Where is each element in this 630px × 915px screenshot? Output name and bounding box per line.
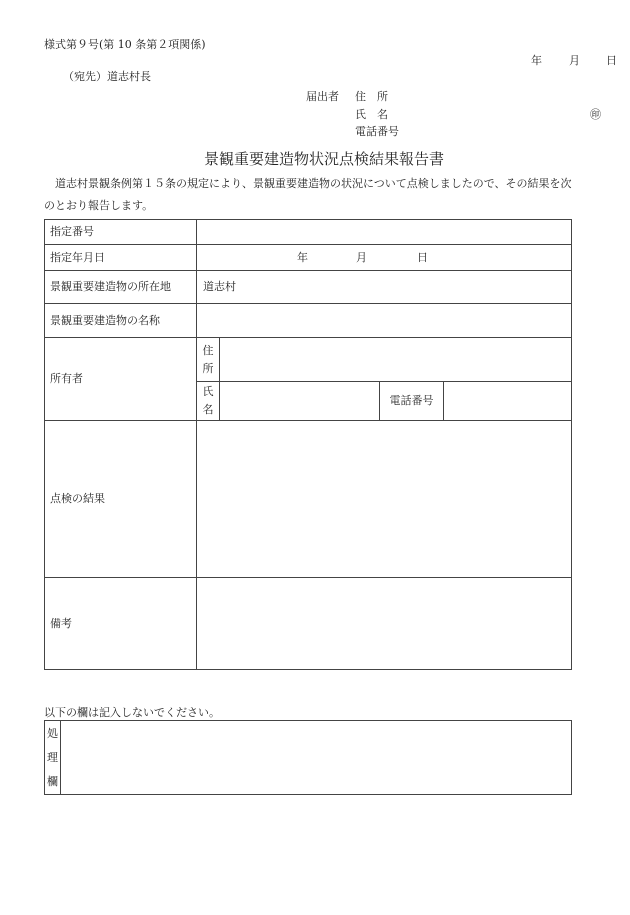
owner-phone-label: 電話番号 <box>389 394 434 407</box>
intro-paragraph: 道志村景観条例第１５条の規定により、景観重要建造物の状況について点検しましたので、その結果を次のとおり報告します。 <box>44 177 572 212</box>
applicant-name-label: 氏 名 <box>355 108 388 121</box>
owner-name-field[interactable] <box>220 382 379 420</box>
office-use-note: 以下の欄は記入しないでください。 <box>44 706 220 719</box>
office-use-field <box>61 721 571 794</box>
designation-number-field[interactable] <box>197 220 571 244</box>
owner-name-char-2: 名 <box>202 403 214 416</box>
remarks-label: 備考 <box>50 616 72 630</box>
owner-address-label <box>197 338 219 381</box>
seal-mark: ㊞ <box>590 108 601 121</box>
applicant-label: 届出者 <box>306 90 339 103</box>
form-reference: 様式第９号(第 10 条第２項関係) <box>44 38 206 51</box>
inspection-result-label: 点検の結果 <box>50 492 105 505</box>
owner-name-label <box>197 382 219 420</box>
location-value[interactable]: 道志村 <box>203 280 236 293</box>
location-label: 景観重要建造物の所在地 <box>50 280 171 293</box>
designation-date-year: 年 <box>297 250 308 264</box>
office-use-label <box>45 721 60 794</box>
owner-address-char-2: 所 <box>202 361 214 375</box>
office-use-char-2: 理 <box>47 750 58 764</box>
header-date-day: 日 <box>606 54 617 67</box>
applicant-address-label: 住 所 <box>355 90 388 103</box>
header-date-year: 年 <box>531 54 542 67</box>
office-use-char-3: 欄 <box>47 774 58 788</box>
designation-date-day: 日 <box>417 250 428 264</box>
remarks-field[interactable] <box>197 578 571 669</box>
applicant-phone-label: 電話番号 <box>355 125 399 138</box>
owner-phone-field[interactable] <box>444 382 571 420</box>
designation-date-field[interactable] <box>197 245 571 270</box>
owner-address-char-1: 住 <box>202 343 214 357</box>
designation-date-month: 月 <box>356 250 367 264</box>
building-name-field[interactable] <box>197 304 571 337</box>
building-name-label: 景観重要建造物の名称 <box>50 313 160 327</box>
owner-name-char-1: 氏 <box>202 385 214 398</box>
addressee: （宛先）道志村長 <box>63 70 151 83</box>
designation-number-label: 指定番号 <box>50 225 94 238</box>
owner-address-field[interactable] <box>220 338 571 381</box>
document-title: 景観重要建造物状況点検結果報告書 <box>204 150 445 168</box>
header-date-month: 月 <box>569 54 580 67</box>
designation-date-label: 指定年月日 <box>50 250 105 264</box>
owner-label: 所有者 <box>50 372 83 385</box>
inspection-result-field[interactable] <box>197 421 571 577</box>
office-use-char-1: 処 <box>47 726 58 740</box>
